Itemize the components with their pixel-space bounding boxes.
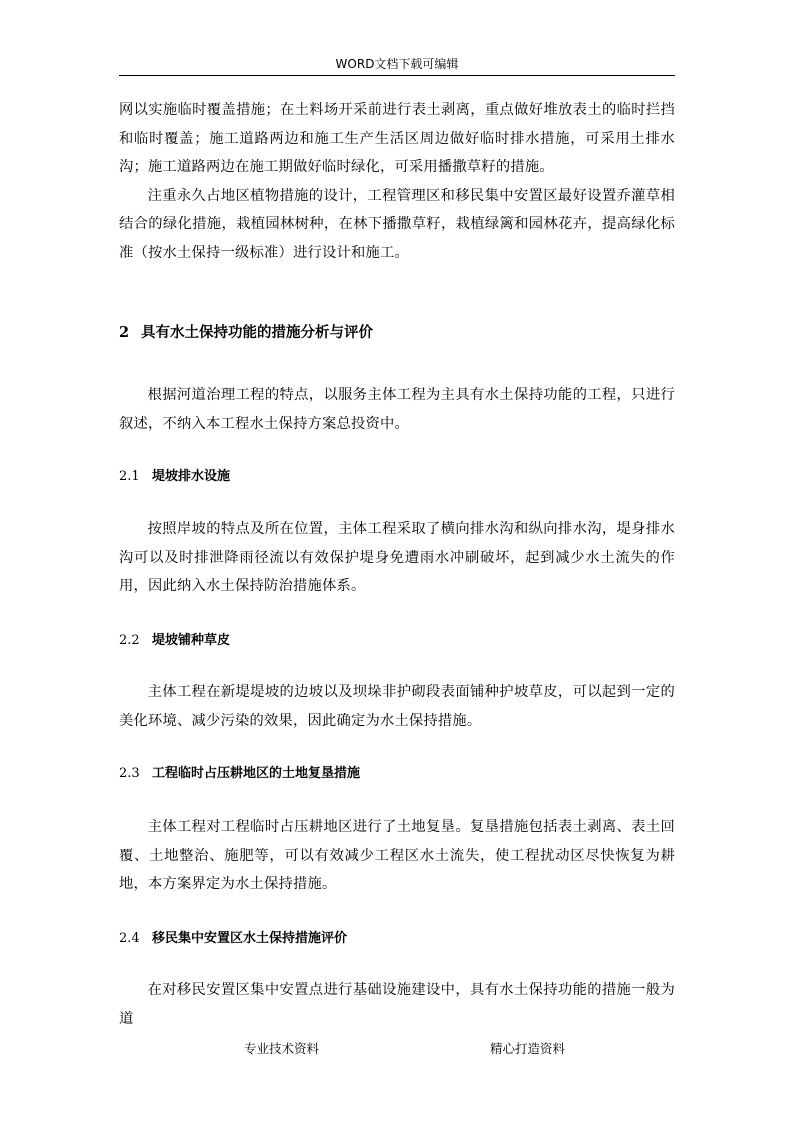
subsection-2-2-heading bbox=[119, 632, 675, 650]
subsection-title: 工程临时占压耕地区的土地复垦措施 bbox=[152, 766, 361, 781]
subsection-2-1-paragraph: 按照岸坡的特点及所在位置，主体工程采取了横向排水沟和纵向排水沟，堤身排水沟可以及时排泄降雨径流以有效保护堤身免遭雨水冲刷破坏，起到减少水土流失的作用，因此纳入水土保持防治措施体系。 bbox=[119, 521, 675, 594]
footer-right-text: 精心打造资料 bbox=[490, 1041, 566, 1056]
section-2-paragraph: 根据河道治理工程的特点，以服务主体工程为主具有水土保持功能的工程，只进行叙述，不纳入本工程水土保持方案总投资中。 bbox=[119, 387, 675, 432]
subsection-2-1-heading bbox=[119, 468, 675, 486]
subsection-title: 移民集中安置区水土保持措施评价 bbox=[152, 931, 348, 946]
subsection-number: 2.1 bbox=[119, 469, 140, 484]
intro-paragraph-1: 网以实施临时覆盖措施；在土料场开采前进行表土剥离，重点做好堆放表土的临时拦挡和临时覆盖；施工道路两边和施工生产生活区周边做好临时排水措施，可采用土排水沟；施工道路两边在施工期做好临时绿化，可采用播撒草籽的措施。 bbox=[119, 102, 675, 175]
subsection-title: 堤坡铺种草皮 bbox=[152, 633, 231, 648]
section-number: 2 bbox=[119, 324, 130, 341]
section-2-heading bbox=[119, 323, 675, 343]
subsection-2-2-body bbox=[119, 678, 675, 735]
subsection-2-4-body bbox=[119, 976, 675, 1033]
subsection-2-3-heading bbox=[119, 765, 675, 783]
section-title: 具有水土保持功能的措施分析与评价 bbox=[141, 325, 373, 341]
subsection-2-4-heading bbox=[119, 930, 675, 948]
subsection-number: 2.3 bbox=[119, 766, 140, 781]
subsection-number: 2.2 bbox=[119, 633, 140, 648]
intro-block bbox=[119, 96, 675, 267]
subsection-title: 堤坡排水设施 bbox=[152, 469, 231, 484]
subsection-2-2-paragraph: 主体工程在新堤堤坡的边坡以及坝垛非护砌段表面铺种护坡草皮，可以起到一定的美化环境、减少污染的效果，因此确定为水土保持措施。 bbox=[119, 684, 675, 729]
subsection-2-3-body bbox=[119, 813, 675, 899]
section-2-body bbox=[119, 381, 675, 438]
intro-paragraph-2: 注重永久占地区植物措施的设计，工程管理区和移民集中安置区最好设置乔灌草相结合的绿化措施，栽植园林树种，在林下播撒草籽，栽植绿篱和园林花卉，提高绿化标准（按水土保持一级标准）进行设计和施工。 bbox=[119, 187, 675, 261]
subsection-number: 2.4 bbox=[119, 931, 140, 946]
footer-left-text: 专业技术资料 bbox=[244, 1041, 320, 1056]
page-header: WORD文档下载可编辑 bbox=[335, 57, 459, 71]
subsection-2-3-paragraph: 主体工程对工程临时占压耕地区进行了土地复垦。复垦措施包括表土剥离、表土回覆、土地整治、施肥等，可以有效减少工程区水土流失，使工程扰动区尽快恢复为耕地，本方案界定为水土保持措施。 bbox=[119, 819, 675, 892]
subsection-2-1-body bbox=[119, 515, 675, 601]
header-divider bbox=[119, 75, 675, 76]
subsection-2-4-paragraph: 在对移民安置区集中安置点进行基础设施建设中，具有水土保持功能的措施一般为道 bbox=[119, 982, 675, 1027]
